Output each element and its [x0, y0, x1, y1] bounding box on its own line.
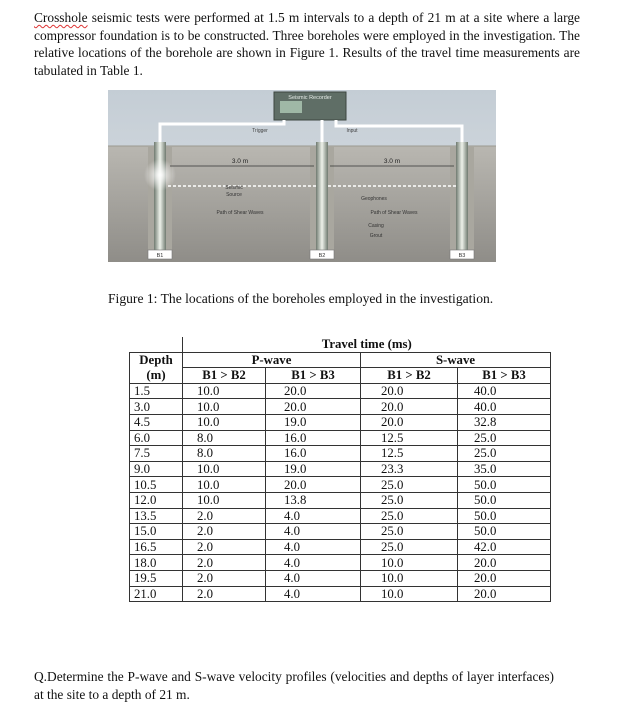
depth-cell: 16.5: [130, 539, 183, 555]
b3-label: B3: [458, 253, 466, 259]
depth-header: Depth: [130, 352, 183, 368]
depth-cell: 19.5: [130, 570, 183, 586]
s-b1-b2-cell: 25.0: [361, 524, 458, 540]
p-b1-b2-cell: 2.0: [183, 570, 266, 586]
p-b1-b2-cell: 10.0: [183, 461, 266, 477]
s-b1-b2-cell: 12.5: [361, 430, 458, 446]
s-b1-b2-cell: 20.0: [361, 383, 458, 399]
recorder-screen: [280, 101, 302, 113]
s-b1-b2-cell: 10.0: [361, 586, 458, 602]
p-b1-b2-cell: 10.0: [183, 383, 266, 399]
path-label-left: Path of Shear Waves: [216, 210, 264, 216]
p-b1-b2-cell: 10.0: [183, 492, 266, 508]
s-b1-b3-cell: 35.0: [458, 461, 551, 477]
table-row: [130, 555, 551, 571]
b1-label: B1: [156, 253, 164, 259]
s-b1-b3-cell: 32.8: [458, 414, 551, 430]
p-b1-b2-cell: 2.0: [183, 524, 266, 540]
spacing-label-left: 3.0 m: [231, 158, 249, 165]
table-row: [130, 492, 551, 508]
p-b1-b3-cell: 20.0: [266, 399, 361, 415]
s-b1-b3-cell: 40.0: [458, 399, 551, 415]
p-b1-b2-cell: 10.0: [183, 399, 266, 415]
s-b1-b3-cell: 25.0: [458, 430, 551, 446]
depth-header-spacer: [130, 337, 183, 352]
p-b1-b2-cell: 2.0: [183, 539, 266, 555]
s-b1-b3-cell: 25.0: [458, 446, 551, 462]
s-b1-b2-cell: 25.0: [361, 508, 458, 524]
depth-cell: 4.5: [130, 414, 183, 430]
travel-time-table-wrap: [129, 337, 551, 602]
table-row: [130, 477, 551, 493]
depth-cell: 18.0: [130, 555, 183, 571]
p-b1-b3-cell: 20.0: [266, 383, 361, 399]
depth-cell: 12.0: [130, 492, 183, 508]
depth-cell: 6.0: [130, 430, 183, 446]
s-b1-b3-cell: 50.0: [458, 524, 551, 540]
p-wave-header: P-wave: [183, 352, 361, 368]
recorder-label: Seismic Recorder: [288, 95, 332, 101]
seismic-source-glow: [144, 159, 176, 191]
table-row: [130, 570, 551, 586]
spacing-label-right: 3.0 m: [383, 158, 401, 165]
s-b1-b2-cell: 20.0: [361, 399, 458, 415]
source-label-line1: Seismic: [225, 185, 243, 191]
travel-time-table: [129, 337, 551, 602]
table-row: [130, 414, 551, 430]
table-row: [130, 461, 551, 477]
p-b1-b2-cell: 2.0: [183, 586, 266, 602]
casing-label: Casing: [368, 223, 384, 229]
source-label-line2: Source: [226, 192, 242, 198]
geophones-label: Geophones: [361, 196, 387, 202]
s-b1-b3-cell: 42.0: [458, 539, 551, 555]
input-label: Input: [346, 128, 358, 134]
table-row: [130, 430, 551, 446]
path-label-right: Path of Shear Waves: [370, 210, 418, 216]
s-b1-b2-cell: 25.0: [361, 539, 458, 555]
travel-time-header: [183, 337, 551, 352]
intro-text: seismic tests were performed at 1.5 m intervals to a depth of 21 m at a site where a large compressor foundation is to be constructed. Three boreholes were employed in the investigation. The relative locations of the borehole are shown in Figure 1. Results of the travel time measurements are tabulated in Table 1.: [34, 10, 580, 78]
s-b1-b3-cell: 50.0: [458, 508, 551, 524]
s-wave-header: S-wave: [361, 352, 551, 368]
p-b1-b2-cell: 8.0: [183, 446, 266, 462]
p-b1-b3-cell: 19.0: [266, 461, 361, 477]
s-b1-b2-cell: 10.0: [361, 570, 458, 586]
depth-cell: 15.0: [130, 524, 183, 540]
p-b1-b2-cell: 2.0: [183, 555, 266, 571]
table-row: [130, 399, 551, 415]
figure-caption: Figure 1: The locations of the boreholes employed in the investigation.: [108, 291, 494, 306]
borehole-b2-casing: [316, 142, 328, 256]
p-b1-b3-cell: 4.0: [266, 508, 361, 524]
s-b1-b2-cell: 23.3: [361, 461, 458, 477]
s-b1-b3-cell: 50.0: [458, 477, 551, 493]
table-row: [130, 446, 551, 462]
depth-cell: 1.5: [130, 383, 183, 399]
question-text: Q.Determine the P-wave and S-wave velocity profiles (velocities and depths of layer interfaces) at the site to a depth of 21 m.: [34, 669, 554, 702]
p-b1-b3-cell: 4.0: [266, 586, 361, 602]
p-b1-b2-cell: 8.0: [183, 430, 266, 446]
intro-first-word: Crosshole: [34, 10, 88, 25]
p-b1-b3-cell: 16.0: [266, 430, 361, 446]
grout-label: Grout: [369, 233, 383, 239]
depth-cell: 3.0: [130, 399, 183, 415]
s-b1-b3-cell: 20.0: [458, 570, 551, 586]
depth-cell: 13.5: [130, 508, 183, 524]
p-b1-b3-cell: 13.8: [266, 492, 361, 508]
s-b1-b3-cell: 20.0: [458, 555, 551, 571]
p-b1-b2-cell: 10.0: [183, 414, 266, 430]
s-b1-b2-cell: 20.0: [361, 414, 458, 430]
b2-label: B2: [318, 253, 326, 259]
p-b1-b3-cell: 16.0: [266, 446, 361, 462]
intro-paragraph: [34, 9, 580, 79]
p-b1-b3-cell: 4.0: [266, 570, 361, 586]
table-row: [130, 586, 551, 602]
table-row: [130, 539, 551, 555]
table-row: [130, 524, 551, 540]
sub-header-p-b1-b2: B1 > B2: [183, 368, 266, 384]
p-b1-b3-cell: 20.0: [266, 477, 361, 493]
sub-header-p-b1-b3: B1 > B3: [266, 368, 361, 384]
p-b1-b3-cell: 4.0: [266, 524, 361, 540]
depth-cell: 7.5: [130, 446, 183, 462]
s-b1-b2-cell: 25.0: [361, 492, 458, 508]
p-b1-b3-cell: 4.0: [266, 539, 361, 555]
s-b1-b3-cell: 20.0: [458, 586, 551, 602]
p-b1-b2-cell: 10.0: [183, 477, 266, 493]
sub-header-s-b1-b3: B1 > B3: [458, 368, 551, 384]
depth-unit-header: (m): [130, 368, 183, 384]
s-b1-b2-cell: 25.0: [361, 477, 458, 493]
s-b1-b2-cell: 12.5: [361, 446, 458, 462]
travel-time-body: [130, 383, 551, 601]
s-b1-b2-cell: 10.0: [361, 555, 458, 571]
depth-cell: 9.0: [130, 461, 183, 477]
travel-time-title: Travel time (ms): [321, 337, 412, 352]
depth-cell: 21.0: [130, 586, 183, 602]
s-b1-b3-cell: 40.0: [458, 383, 551, 399]
s-b1-b3-cell: 50.0: [458, 492, 551, 508]
depth-cell: 10.5: [130, 477, 183, 493]
p-b1-b3-cell: 4.0: [266, 555, 361, 571]
trigger-label: Trigger: [252, 128, 268, 134]
table-row: [130, 383, 551, 399]
borehole-b3-casing: [456, 142, 468, 256]
p-b1-b2-cell: 2.0: [183, 508, 266, 524]
p-b1-b3-cell: 19.0: [266, 414, 361, 430]
table-row: [130, 508, 551, 524]
borehole-figure: [108, 90, 496, 262]
sub-header-s-b1-b2: B1 > B2: [361, 368, 458, 384]
